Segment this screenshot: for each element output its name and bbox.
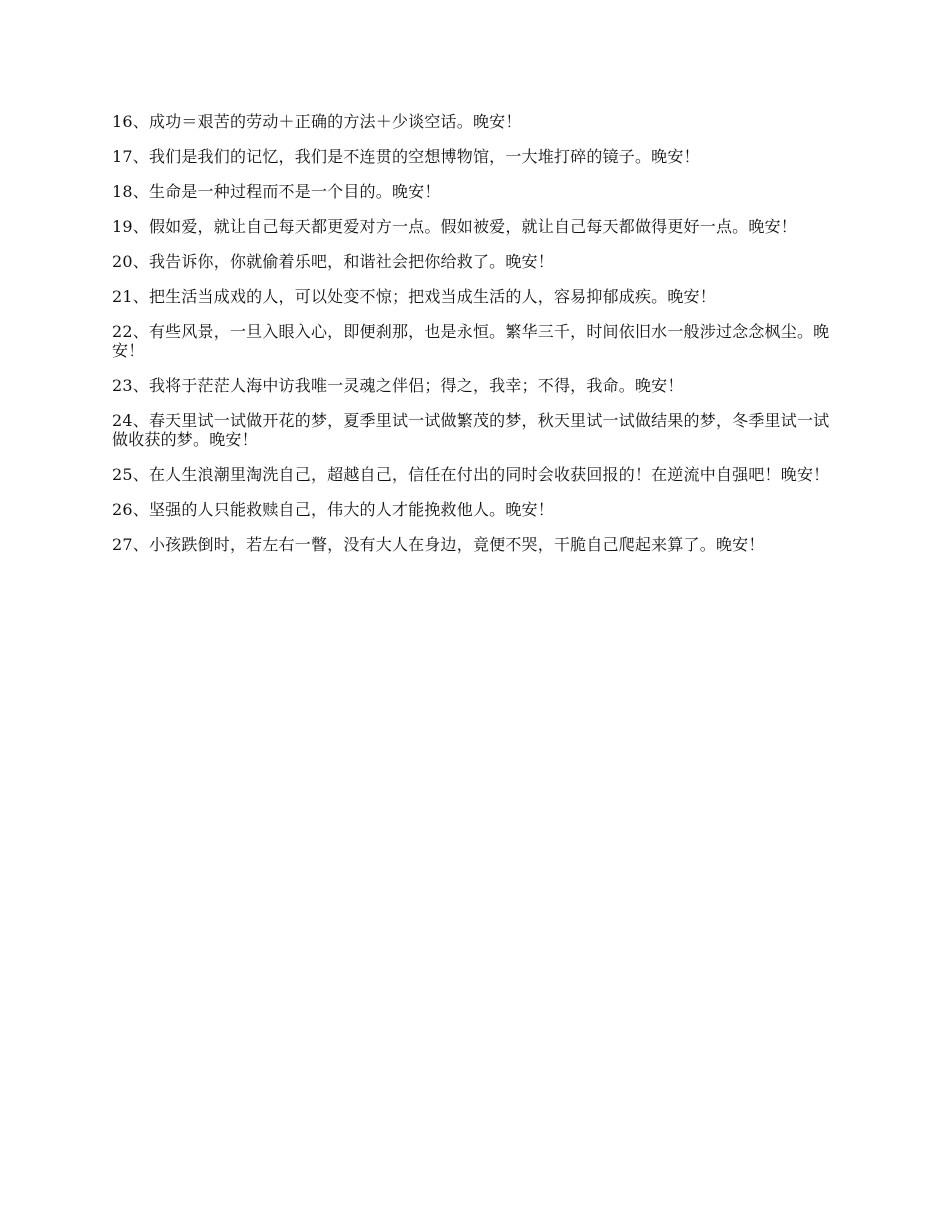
entry-21: 21、把生活当成戏的人，可以处变不惊；把戏当成生活的人，容易抑郁成疾。晚安！ [112, 287, 716, 306]
entry-20: 20、我告诉你，你就偷着乐吧，和谐社会把你给救了。晚安！ [112, 252, 554, 271]
entry-24: 24、春天里试一试做开花的梦，夏季里试一试做繁茂的梦，秋天里试一试做结果的梦，冬季里试一试做收获的梦。晚安！ [112, 411, 830, 449]
entry-16: 16、成功＝艰苦的劳动＋正确的方法＋少谈空话。晚安！ [112, 112, 522, 131]
entry-22: 22、有些风景，一旦入眼入心，即便刹那，也是永恒。繁华三千，时间依旧水一般涉过念念枫尘。晚安！ [112, 322, 830, 360]
entry-23: 23、我将于茫茫人海中访我唯一灵魂之伴侣；得之，我幸；不得，我命。晚安！ [112, 376, 684, 395]
entry-27: 27、小孩跌倒时，若左右一瞥，没有大人在身边，竟便不哭，干脆自己爬起来算了。晚安！ [112, 535, 765, 554]
document-page [112, 112, 832, 570]
entry-17: 17、我们是我们的记忆，我们是不连贯的空想博物馆，一大堆打碎的镜子。晚安！ [112, 147, 700, 166]
entry-19: 19、假如爱，就让自己每天都更爱对方一点。假如被爱，就让自己每天都做得更好一点。晚安！ [112, 217, 797, 236]
entry-26: 26、坚强的人只能救赎自己，伟大的人才能挽救他人。晚安！ [112, 500, 554, 519]
entry-18: 18、生命是一种过程而不是一个目的。晚安！ [112, 182, 441, 201]
entry-25: 25、在人生浪潮里淘洗自己，超越自己，信任在付出的同时会收获回报的！在逆流中自强吧！晚安！ [112, 465, 830, 484]
